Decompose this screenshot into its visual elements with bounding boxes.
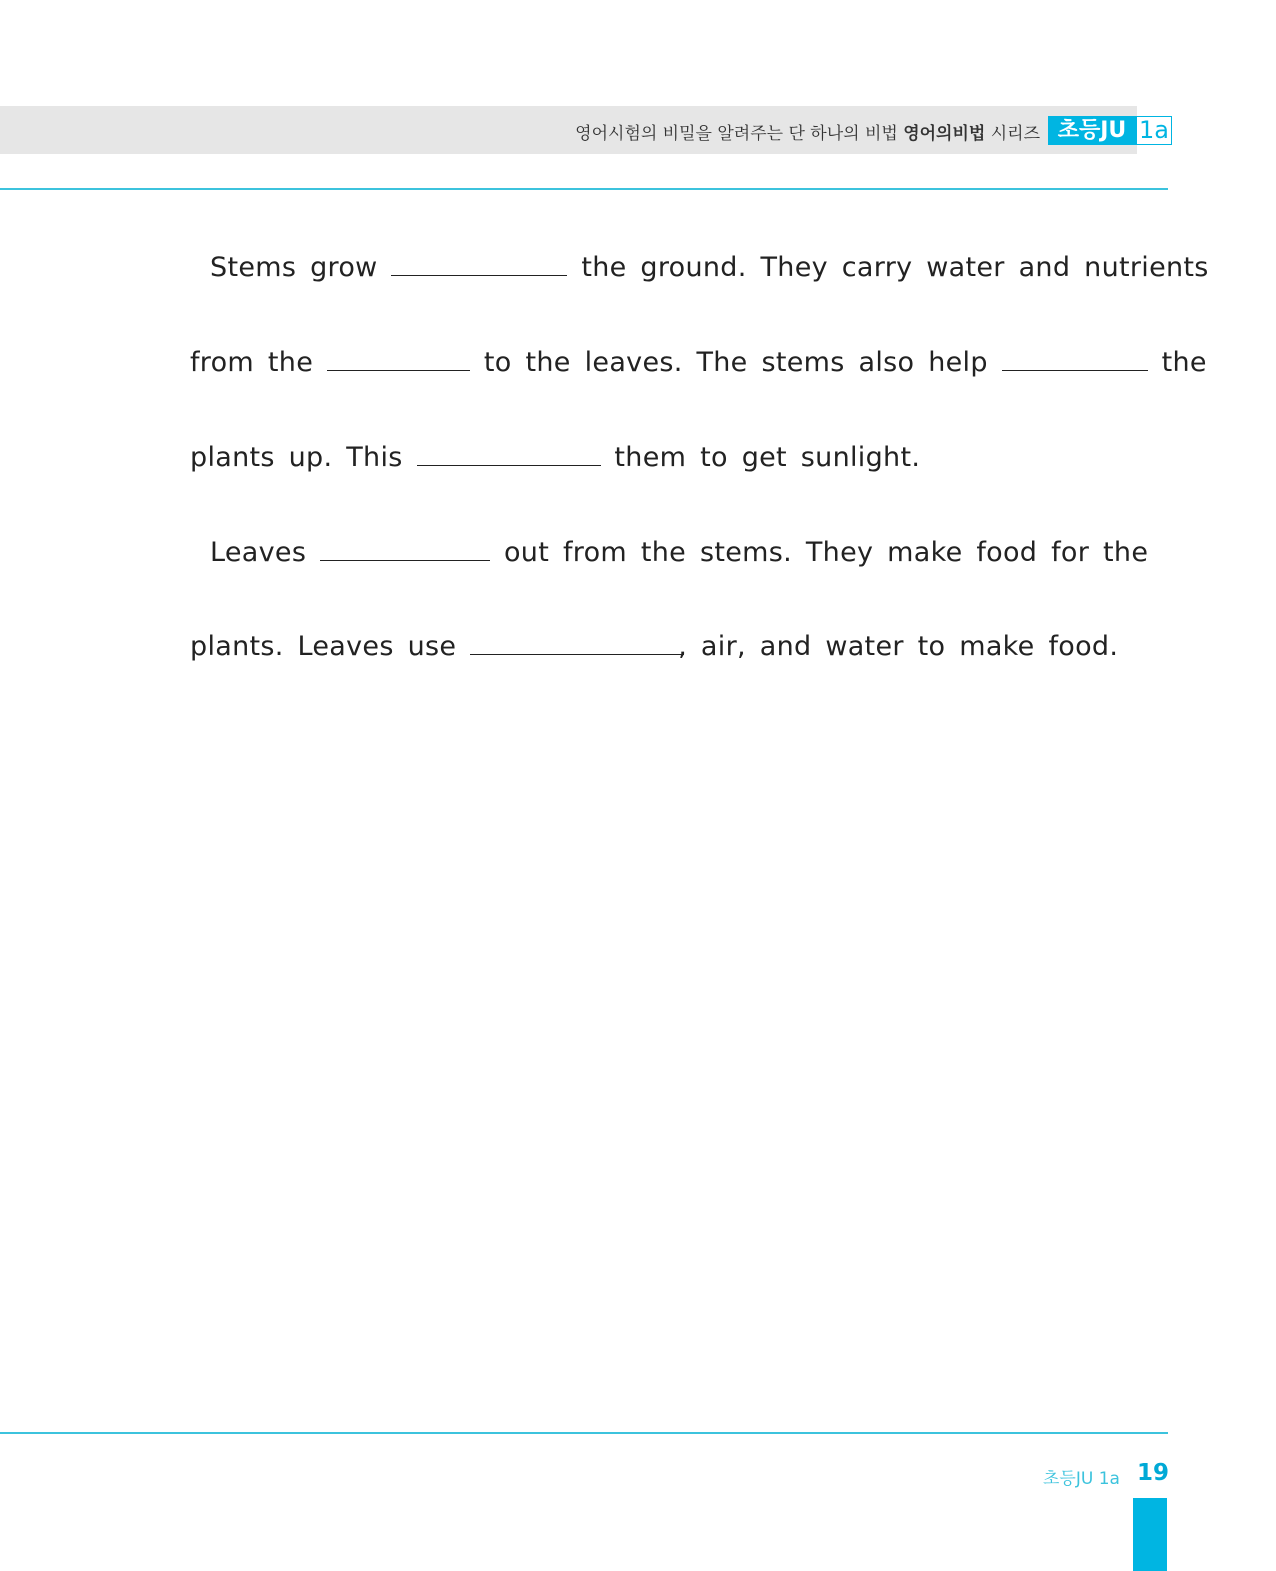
top-divider [0, 188, 1168, 190]
bottom-divider [0, 1432, 1168, 1434]
text-segment: Stems grow [210, 252, 378, 283]
series-prefix: 영어시험의 비밀을 알려주는 단 하나의 비법 [575, 124, 904, 144]
series-title [575, 119, 1040, 144]
text-segment: from the [190, 347, 314, 378]
passage-line-5 [190, 630, 1118, 662]
passage-line-4 [210, 536, 1148, 568]
text-segment: to the leaves. The stems also help [483, 347, 988, 378]
answer-blank[interactable] [417, 441, 601, 466]
answer-blank[interactable] [1002, 346, 1148, 371]
brand-main: 초등JU [1048, 116, 1136, 145]
passage-line-3 [190, 441, 920, 473]
footer-brand: 초등JU 1a [1043, 1469, 1120, 1489]
text-segment: plants up. This [190, 442, 403, 473]
answer-blank[interactable] [470, 630, 684, 655]
text-segment: plants. Leaves use [190, 631, 457, 662]
answer-blank[interactable] [391, 251, 567, 276]
text-segment: them to get sunlight. [614, 442, 921, 473]
brand-logo [1048, 116, 1172, 145]
series-suffix: 시리즈 [985, 124, 1040, 144]
text-segment: the ground. They carry water and nutrients [581, 252, 1209, 283]
series-name: 영어의비법 [903, 124, 986, 144]
text-segment: Leaves [210, 537, 307, 568]
answer-blank[interactable] [320, 536, 490, 561]
answer-blank[interactable] [327, 346, 470, 371]
page-tab [1133, 1498, 1167, 1571]
passage-line-2 [190, 346, 1207, 378]
text-segment: , air, and water to make food. [678, 631, 1119, 662]
brand-level: 1a [1136, 116, 1172, 145]
text-segment: out from the stems. They make food for the [503, 537, 1149, 568]
passage-line-1 [210, 251, 1209, 283]
text-segment: the [1161, 347, 1207, 378]
page-number: 19 [1137, 1460, 1170, 1486]
